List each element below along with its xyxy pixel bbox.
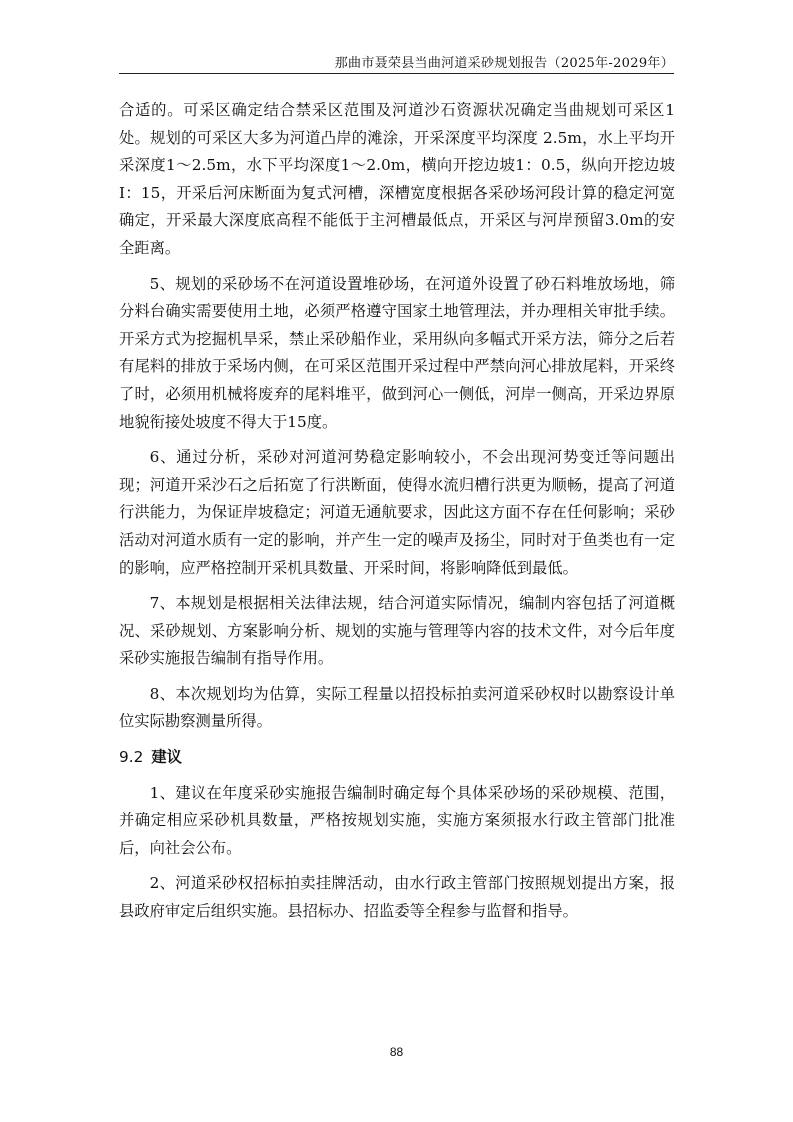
- paragraph-item-6: 6、通过分析，采砂对河道河势稳定影响较小，不会出现河势变迁等问题出现；河道开采沙石之后拓宽了行洪断面，使得水流归槽行洪更为顺畅，提高了河道行洪能力，为保证岸坡稳定；河道无通航要求，因此这方面不存在任何影响；采砂活动对河道水质有一定的影响，并产生一定的噪声及扬尘，同时对于鱼类也有一定的影响，应严格控制开采机具数量、开采时间，将影响降低到最低。: [119, 448, 675, 577]
- page-body: [119, 97, 675, 934]
- section-number: 9.2: [119, 748, 144, 767]
- document-title: 那曲市聂荣县当曲河道采砂规划报告（2025年-2029年）: [334, 56, 674, 71]
- suggestion-item-2: 2、河道采砂权招标拍卖挂牌活动，由水行政主管部门按照规划提出方案，报县政府审定后组织实施。县招标办、招监委等全程参与监督和指导。: [119, 874, 675, 921]
- page-header: [119, 40, 674, 70]
- section-title: 建议: [151, 748, 182, 767]
- paragraph-item-7: 7、本规划是根据相关法律法规，结合河道实际情况，编制内容包括了河道概况、采砂规划、方案影响分析、规划的实施与管理等内容的技术文件，对今后年度采砂实施报告编制有指导作用。: [119, 594, 675, 668]
- paragraph-continuation: 合适的。可采区确定结合禁采区范围及河道沙石资源状况确定当曲规划可采区1处。规划的可采区大多为河道凸岸的滩涂，开采深度平均深度 2.5m，水上平均开采深度1～2.5m，水下平均深度1～2.0m，横向开挖边坡1：0.5，纵向开挖边坡I：15，开采后河床断面为复式河槽，深槽宽度根据各采砂场河段计算的稳定河宽确定，开采最大深度底高程不能低于主河槽最低点，开采区与河岸预留3.0m的安全距离。: [119, 101, 675, 257]
- header-divider: [119, 73, 674, 74]
- paragraph-item-5: 5、规划的采砂场不在河道设置堆砂场，在河道外设置了砂石料堆放场地，筛分料台确实需要使用土地，必须严格遵守国家土地管理法，并办理相关审批手续。开采方式为挖掘机旱采，禁止采砂船作业，采用纵向多幅式开采方法，筛分之后若有尾料的排放于采场内侧，在可采区范围开采过程中严禁向河心排放尾料，开采终了时，必须用机械将废弃的尾料堆平，做到河心一侧低，河岸一侧高，开采边界原地貌衔接处坡度不得大于15度。: [119, 274, 675, 431]
- paragraph-item-8: 8、本次规划均为估算，实际工程量以招投标拍卖河道采砂权时以勘察设计单位实际勘察测量所得。: [119, 684, 675, 731]
- suggestion-item-1: 1、建议在年度采砂实施报告编制时确定每个具体采砂场的采砂规模、范围，并确定相应采砂机具数量，严格按规划实施，实施方案须报水行政主管部门批准后，向社会公布。: [119, 783, 675, 857]
- page-number: 88: [389, 1045, 404, 1059]
- section-heading: [119, 744, 675, 772]
